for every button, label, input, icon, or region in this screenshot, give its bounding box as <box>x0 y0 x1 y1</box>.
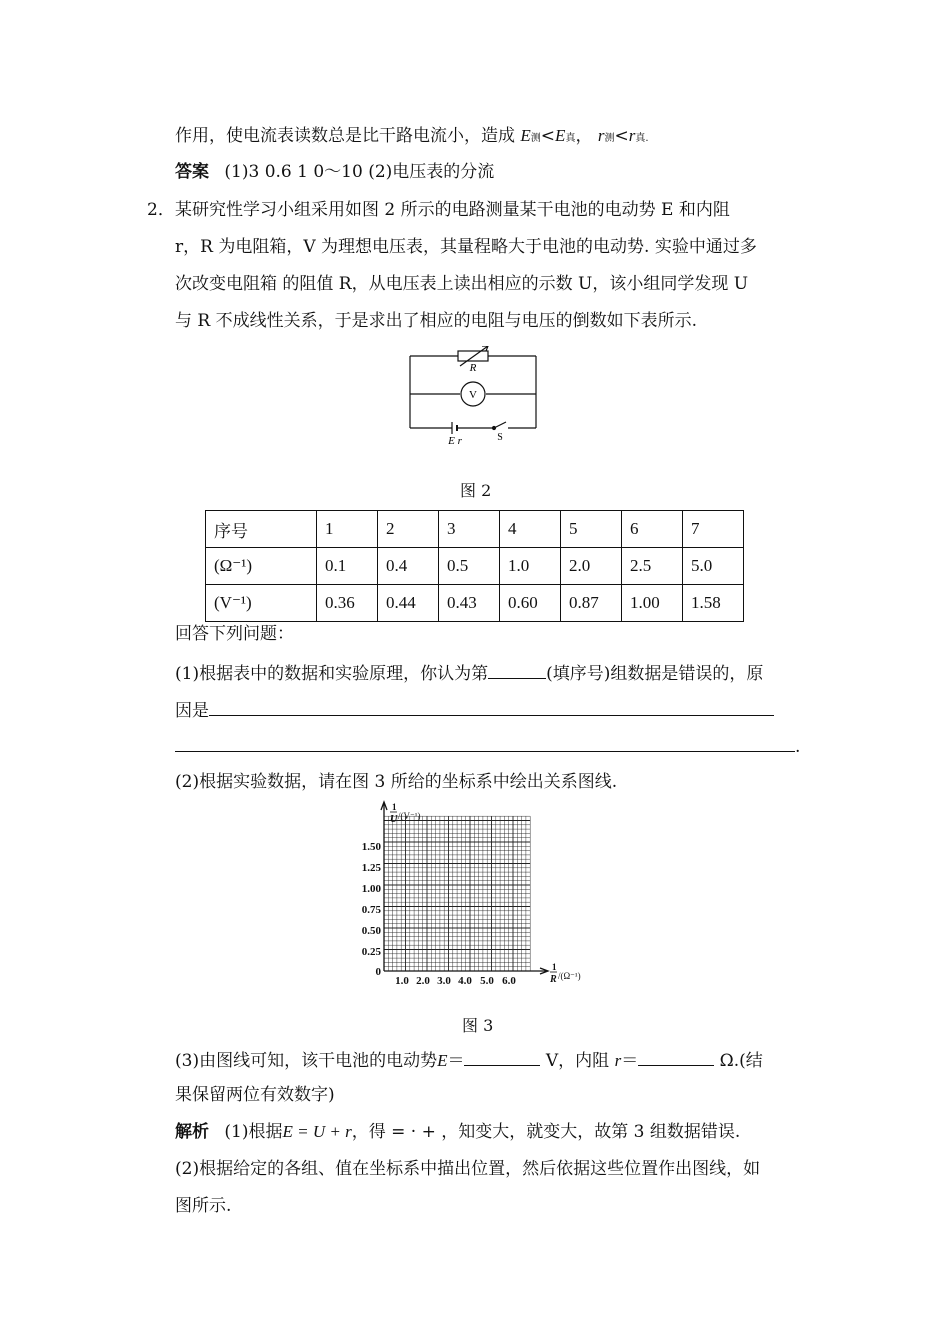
table-cell: (V⁻¹) <box>206 585 317 622</box>
q1-blank-group[interactable] <box>488 660 546 679</box>
table-cell: 7 <box>683 511 744 548</box>
e-symbol-2: E <box>555 126 566 145</box>
x-label-num: 1 <box>552 962 557 972</box>
q1-text-a: (1)根据表中的数据和实验原理，你认为第 <box>175 664 489 684</box>
subscript-true: 真 <box>565 133 576 144</box>
q3-resistance-blank[interactable] <box>638 1047 714 1066</box>
table-cell: 5 <box>561 511 622 548</box>
x-tick-label: 4.0 <box>458 975 472 987</box>
question-line-3: 次改变电阻箱 的阻值 R，从电压表上读出相应的示数 U，该小组同学发现 U <box>175 274 749 294</box>
table-cell: 0.44 <box>378 585 439 622</box>
table-cell: 0.4 <box>378 548 439 585</box>
answer-line <box>175 160 494 184</box>
table-cell: 3 <box>439 511 500 548</box>
q3-line-1 <box>175 1047 763 1073</box>
y-tick-label: 1.50 <box>361 841 381 853</box>
coordinate-grid <box>340 800 610 990</box>
table-cell: 5.0 <box>683 548 744 585</box>
y-tick-label: 0.50 <box>361 925 381 937</box>
x-tick-label: 3.0 <box>437 975 451 987</box>
comma: ， <box>575 126 593 146</box>
q3-unit-2: Ω.(结 <box>719 1051 763 1071</box>
data-table <box>205 510 744 622</box>
table-cell: 0.36 <box>317 585 378 622</box>
question-line-1: 某研究性学习小组采用如图 2 所示的电路测量某干电池的电动势 E 和内阻 <box>175 200 730 220</box>
q3-line-2: 果保留两位有效数字) <box>175 1085 335 1105</box>
label-s: S <box>497 432 503 443</box>
y-tick-label: 0.25 <box>361 946 381 958</box>
subscript-measured: 测 <box>530 133 541 144</box>
analysis-formula: E = U + r <box>282 1122 352 1141</box>
q1-text-b: (填序号)组数据是错误的，原 <box>546 664 764 684</box>
subscript-true-2: 真 <box>635 133 646 144</box>
q3-eq-2: ＝ <box>621 1051 639 1071</box>
y-tick-label: 0 <box>375 966 381 978</box>
q1-reason-label: 因是 <box>175 701 209 721</box>
x-tick-label: 2.0 <box>416 975 430 987</box>
table-cell: 0.60 <box>500 585 561 622</box>
table-row <box>206 511 744 548</box>
x-label-den: R <box>550 974 557 985</box>
table-cell: 序号 <box>206 511 317 548</box>
q1-reason-blank-2[interactable] <box>175 733 795 752</box>
q2-line: (2)根据实验数据，请在图 3 所给的坐标系中绘出关系图线. <box>175 772 618 792</box>
answer-label: 答案 <box>175 162 209 182</box>
q1-line-1 <box>175 660 763 686</box>
prompt-line: 回答下列问题： <box>175 624 294 644</box>
label-er: E r <box>448 435 462 446</box>
r-symbol: r <box>597 126 605 145</box>
less-than: < <box>540 126 556 146</box>
y-label-den: U <box>390 814 398 825</box>
grid-lines <box>384 816 530 971</box>
e-symbol: E <box>520 126 531 145</box>
q1-line-2 <box>175 697 774 723</box>
prev-text: 作用，使电流表读数总是比干路电流小，造成 <box>175 126 515 146</box>
table-cell: 6 <box>622 511 683 548</box>
x-label-unit: /(Ω⁻¹) <box>558 971 581 981</box>
x-tick-label: 5.0 <box>480 975 494 987</box>
switch-blade <box>494 422 506 428</box>
y-label-unit: /(V⁻¹) <box>398 811 421 821</box>
analysis-line-3: 图所示. <box>175 1196 232 1216</box>
q1-reason-blank[interactable] <box>209 697 774 716</box>
q3-unit-1: V，内阻 <box>545 1051 610 1071</box>
question-number: 2． <box>147 200 175 220</box>
table-cell: 0.5 <box>439 548 500 585</box>
q3-e-symbol: E <box>437 1051 448 1070</box>
x-tick-label: 1.0 <box>395 975 409 987</box>
table-cell: 0.87 <box>561 585 622 622</box>
q3-emf-blank[interactable] <box>464 1047 540 1066</box>
table-row <box>206 548 744 585</box>
y-tick-label: 0.75 <box>361 904 381 916</box>
table-cell: 2 <box>378 511 439 548</box>
q3-r-symbol: r <box>614 1051 622 1070</box>
analysis-line-2: (2)根据给定的各组、值在坐标系中描出位置，然后依据这些位置作出图线，如 <box>175 1159 761 1179</box>
q1-period: . <box>795 737 801 757</box>
y-tick-label: 1.00 <box>361 883 381 895</box>
y-tick-label: 1.25 <box>361 862 381 874</box>
table-cell: 1 <box>317 511 378 548</box>
table-cell: 1.0 <box>500 548 561 585</box>
analysis-text-a: (1)根据 <box>224 1122 283 1142</box>
figure-3-caption: 图 3 <box>462 1016 494 1035</box>
answer-text: (1)3 0.6 1 0～10 (2)电压表的分流 <box>224 162 495 182</box>
q3-text-a: (3)由图线可知，该干电池的电动势 <box>175 1051 438 1071</box>
table-cell: 2.5 <box>622 548 683 585</box>
less-than-2: < <box>614 126 629 146</box>
analysis-line-1 <box>175 1120 740 1144</box>
analysis-label: 解析 <box>175 1122 209 1142</box>
q1-line-3 <box>175 733 800 759</box>
label-v: V <box>469 389 477 401</box>
table-cell: 0.43 <box>439 585 500 622</box>
circuit-diagram <box>400 346 550 446</box>
subscript-measured-2: 测 <box>604 133 615 144</box>
r-symbol-2: r <box>628 126 636 145</box>
analysis-text-b: ，得 = · + ，知变大，就变大，故第 3 组数据错误. <box>351 1122 741 1142</box>
x-tick-label: 6.0 <box>502 975 516 987</box>
period: . <box>645 133 649 144</box>
table-cell: 1.00 <box>622 585 683 622</box>
table-cell: 1.58 <box>683 585 744 622</box>
table-cell: 4 <box>500 511 561 548</box>
table-cell: 0.1 <box>317 548 378 585</box>
question-line-4: 与 R 不成线性关系，于是求出了相应的电阻与电压的倒数如下表所示. <box>175 311 698 331</box>
q3-eq-1: ＝ <box>447 1051 465 1071</box>
figure-2-caption: 图 2 <box>460 481 492 500</box>
question-line-2: r，R 为电阻箱，V 为理想电压表，其量程略大于电池的电动势. 实验中通过多 <box>175 237 757 257</box>
table-cell: 2.0 <box>561 548 622 585</box>
label-r: R <box>469 362 477 374</box>
y-label-num: 1 <box>392 802 397 812</box>
table-row <box>206 585 744 622</box>
prev-answer-line <box>175 124 649 151</box>
table-cell: (Ω⁻¹) <box>206 548 317 585</box>
